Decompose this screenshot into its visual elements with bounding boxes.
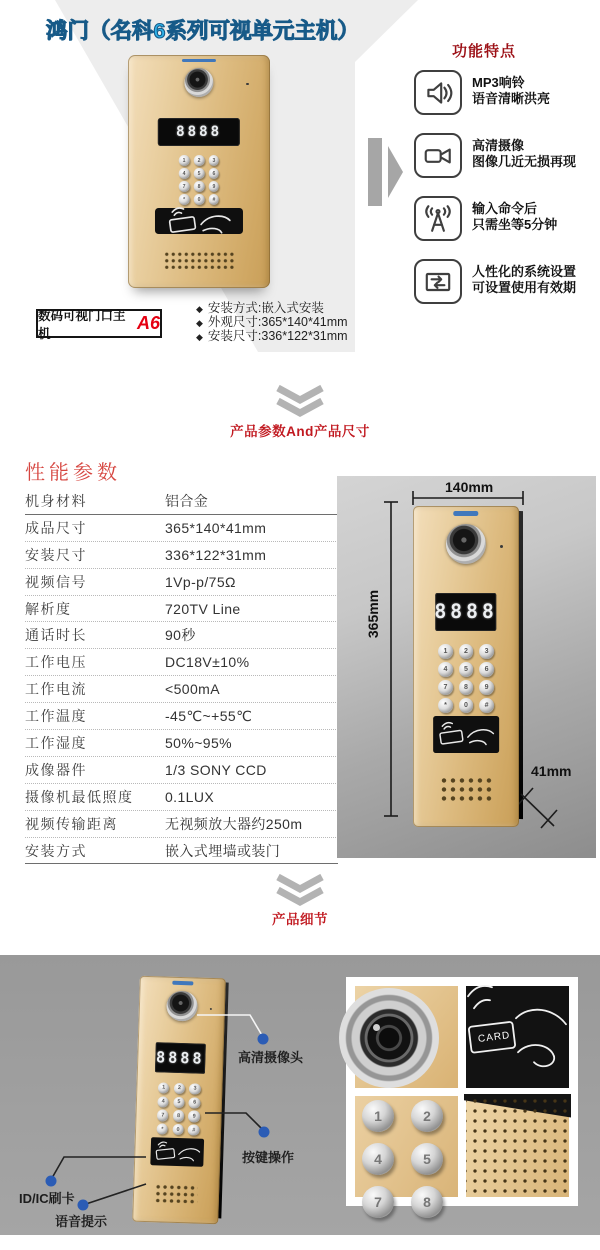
spec-value: 嵌入式埋墙或装门 xyxy=(165,842,281,859)
feature-line1: 人性化的系统设置 xyxy=(472,264,577,279)
spec-value: 720TV Line xyxy=(165,600,241,617)
chevron-down-icon xyxy=(274,874,326,906)
device-body xyxy=(128,55,270,288)
feature-line1: 高清摄像 xyxy=(472,138,525,153)
table-row xyxy=(25,784,338,811)
keypad-key: 7 xyxy=(157,1110,169,1122)
system-settings-icon xyxy=(414,259,462,304)
camera-lens-closeup xyxy=(339,988,439,1088)
spec-value: 1Vp-p/75Ω xyxy=(165,573,236,590)
model-code: A6 xyxy=(136,313,160,333)
keypad-key: * xyxy=(438,698,453,713)
spec-value: 铝合金 xyxy=(165,492,209,509)
keypad-key: 5 xyxy=(173,1096,185,1108)
spec-value: 90秒 xyxy=(165,627,196,644)
spec-label: 通话时长 xyxy=(25,627,87,644)
keypad-key: 0 xyxy=(459,698,474,713)
keypad-key: 4 xyxy=(362,1143,394,1175)
callout-label-keypad: 按键操作 xyxy=(242,1150,295,1165)
keypad-key: 7 xyxy=(179,181,190,192)
table-row xyxy=(25,515,338,542)
keypad-key: 8 xyxy=(194,181,205,192)
keypad-key: * xyxy=(157,1123,169,1135)
keypad-key: 7 xyxy=(362,1186,394,1218)
spec-value: 365*140*41mm xyxy=(165,519,267,536)
diamond-bullet-icon: ◆ xyxy=(196,332,203,342)
card-label: CARD xyxy=(477,1030,511,1045)
camera-lens xyxy=(184,68,213,97)
features-heading: 功能特点 xyxy=(452,43,517,60)
table-row xyxy=(25,596,338,623)
spec-label: 视频传输距离 xyxy=(25,815,118,832)
table-row xyxy=(25,569,338,596)
speaker-grille xyxy=(164,251,235,270)
keypad-key: # xyxy=(188,1124,200,1136)
card-reader xyxy=(433,716,499,753)
display-digits: 8888 xyxy=(176,123,222,140)
video-camera-icon xyxy=(414,133,462,178)
keypad-key: 8 xyxy=(411,1186,443,1218)
detail-photo-speaker xyxy=(466,1096,569,1198)
spec-label: 工作湿度 xyxy=(25,734,87,751)
keypad-key: 3 xyxy=(189,1083,201,1095)
page-title: 鸿门（名科6系列可视单元主机） xyxy=(46,19,359,43)
keypad-key: 5 xyxy=(411,1143,443,1175)
display-digits: 8888 xyxy=(434,600,498,624)
dim-height-label: 365mm xyxy=(365,589,382,639)
keypad-key: 1 xyxy=(179,155,190,166)
table-row xyxy=(25,649,338,676)
keypad-key: 3 xyxy=(479,644,494,659)
feature-line2: 语音清晰洪亮 xyxy=(472,91,551,106)
card-swipe-graphic xyxy=(433,716,499,753)
spec-label: 摄像机最低照度 xyxy=(25,788,134,805)
table-row xyxy=(25,676,338,703)
detail-photo-panel xyxy=(346,977,578,1210)
camera-lens xyxy=(446,524,486,564)
dim-depth-label: 41mm xyxy=(531,763,572,779)
feature-item xyxy=(414,70,600,115)
keypad-key: 1 xyxy=(158,1082,170,1094)
right-arrow-icon xyxy=(368,138,382,206)
table-row xyxy=(25,811,338,838)
spec-label: 解析度 xyxy=(25,600,72,617)
table-row xyxy=(25,757,338,784)
brand-logo xyxy=(453,511,478,516)
keypad-key: 4 xyxy=(157,1096,169,1108)
feature-line1: MP3响铃 xyxy=(472,75,525,90)
keypad-key: 1 xyxy=(438,644,453,659)
lens-glint xyxy=(373,1024,380,1031)
table-row xyxy=(25,703,338,730)
callout-label-voice: 语音提示 xyxy=(55,1214,108,1229)
spec-label: 工作温度 xyxy=(25,708,87,725)
mic-hole xyxy=(246,83,248,85)
keypad-key: 9 xyxy=(479,680,494,695)
keypad-closeup xyxy=(362,1100,443,1218)
table-row xyxy=(25,838,338,865)
spec-value: DC18V±10% xyxy=(165,654,250,671)
keypad-key: # xyxy=(479,698,494,713)
display-digits: 8888 xyxy=(155,1048,205,1068)
keypad-key: 4 xyxy=(179,168,190,179)
detail-photo-camera xyxy=(355,986,458,1088)
spec-label: 成品尺寸 xyxy=(25,519,87,536)
diamond-bullet-icon: ◆ xyxy=(196,304,203,314)
keypad-key: 5 xyxy=(459,662,474,677)
spec-value: 336*122*31mm xyxy=(165,546,267,563)
feature-line1: 输入命令后 xyxy=(472,201,538,216)
dimension-device-photo xyxy=(413,506,519,827)
feature-item xyxy=(414,133,600,178)
specs-table xyxy=(25,488,338,864)
spec-label: 安装方式 xyxy=(25,842,87,859)
keypad-key: 6 xyxy=(209,168,220,179)
callout-label-card: ID/IC刷卡 xyxy=(19,1191,75,1206)
detail-photo-keypad xyxy=(355,1096,458,1210)
feature-line2: 图像几近无损再现 xyxy=(472,154,577,169)
details-section xyxy=(0,955,600,1235)
keypad-key: 4 xyxy=(438,662,453,677)
section-title-details: 产品细节 xyxy=(272,912,328,927)
spec-value: 50%~95% xyxy=(165,734,233,751)
feature-line2: 可设置使用有效期 xyxy=(472,280,577,295)
spec-value: -45℃~+55℃ xyxy=(165,707,253,724)
table-row xyxy=(25,542,338,569)
keypad-key: 0 xyxy=(172,1124,184,1136)
keypad-key: 7 xyxy=(438,680,453,695)
keypad-key: 1 xyxy=(362,1100,394,1132)
spec-label: 工作电压 xyxy=(25,654,87,671)
speaker-grille xyxy=(440,776,493,802)
bullet-item: ◆ 安装尺寸:336*122*31mm xyxy=(196,329,348,343)
model-label: 数码可视门口主机 xyxy=(38,308,126,341)
feature-item xyxy=(414,259,600,304)
spec-value: 0.1LUX xyxy=(165,788,215,805)
keypad-key: 8 xyxy=(459,680,474,695)
keypad-key: 2 xyxy=(411,1100,443,1132)
keypad-key: 8 xyxy=(173,1110,185,1122)
keypad xyxy=(179,155,219,205)
spec-label: 工作电流 xyxy=(25,681,87,698)
device-body xyxy=(413,506,519,827)
diamond-bullet-icon: ◆ xyxy=(196,318,203,328)
spec-label: 安装尺寸 xyxy=(25,546,87,563)
specs-heading: 性能参数 xyxy=(25,462,121,484)
keypad-key: 5 xyxy=(194,168,205,179)
section-title-params: 产品参数And产品尺寸 xyxy=(230,424,370,439)
card-swipe-graphic xyxy=(155,208,243,235)
keypad-key: * xyxy=(179,194,190,205)
spec-value: 1/3 SONY CCD xyxy=(165,761,267,778)
features-list xyxy=(414,70,600,322)
keypad-key: 6 xyxy=(479,662,494,677)
feature-line2: 只需坐等5分钟 xyxy=(472,217,558,232)
dim-width-label: 140mm xyxy=(445,479,494,495)
antenna-icon xyxy=(414,196,462,241)
keypad-key: 0 xyxy=(194,194,205,205)
mic-hole xyxy=(500,545,503,548)
keypad-key: 9 xyxy=(188,1111,200,1123)
model-badge xyxy=(36,308,162,341)
led-display xyxy=(435,593,496,632)
feature-item xyxy=(414,196,600,241)
keypad-key: # xyxy=(209,194,220,205)
keypad-key: 3 xyxy=(209,155,220,166)
table-row xyxy=(25,622,338,649)
keypad-key: 2 xyxy=(194,155,205,166)
keypad-key: 2 xyxy=(174,1083,186,1095)
spec-bullets xyxy=(196,301,366,343)
hero-device-photo xyxy=(128,55,270,288)
bullet-item: ◆ 安装方式:嵌入式安装 xyxy=(196,301,324,315)
right-arrow-tip-icon xyxy=(388,146,403,198)
keypad-key: 2 xyxy=(459,644,474,659)
bullet-item: ◆ 外观尺寸:365*140*41mm xyxy=(196,315,348,329)
speaker-icon xyxy=(414,70,462,115)
detail-photo-card xyxy=(466,986,569,1088)
keypad-key: 9 xyxy=(209,181,220,192)
spec-value: 无视频放大器约250m xyxy=(165,815,303,832)
spec-label: 成像器件 xyxy=(25,761,87,778)
spec-value: <500mA xyxy=(165,681,220,698)
spec-label: 视频信号 xyxy=(25,573,87,590)
table-row xyxy=(25,730,338,757)
led-display xyxy=(158,118,240,146)
speaker-holes xyxy=(466,1096,569,1198)
keypad-key: 6 xyxy=(189,1097,201,1109)
dimension-figure xyxy=(337,476,596,858)
brand-logo xyxy=(182,59,216,63)
chevron-down-icon xyxy=(274,385,326,417)
spec-label: 机身材料 xyxy=(25,492,87,509)
card-reader xyxy=(155,208,243,235)
callout-label-camera: 高清摄像头 xyxy=(238,1050,304,1065)
table-row xyxy=(25,488,338,515)
keypad xyxy=(438,644,494,713)
